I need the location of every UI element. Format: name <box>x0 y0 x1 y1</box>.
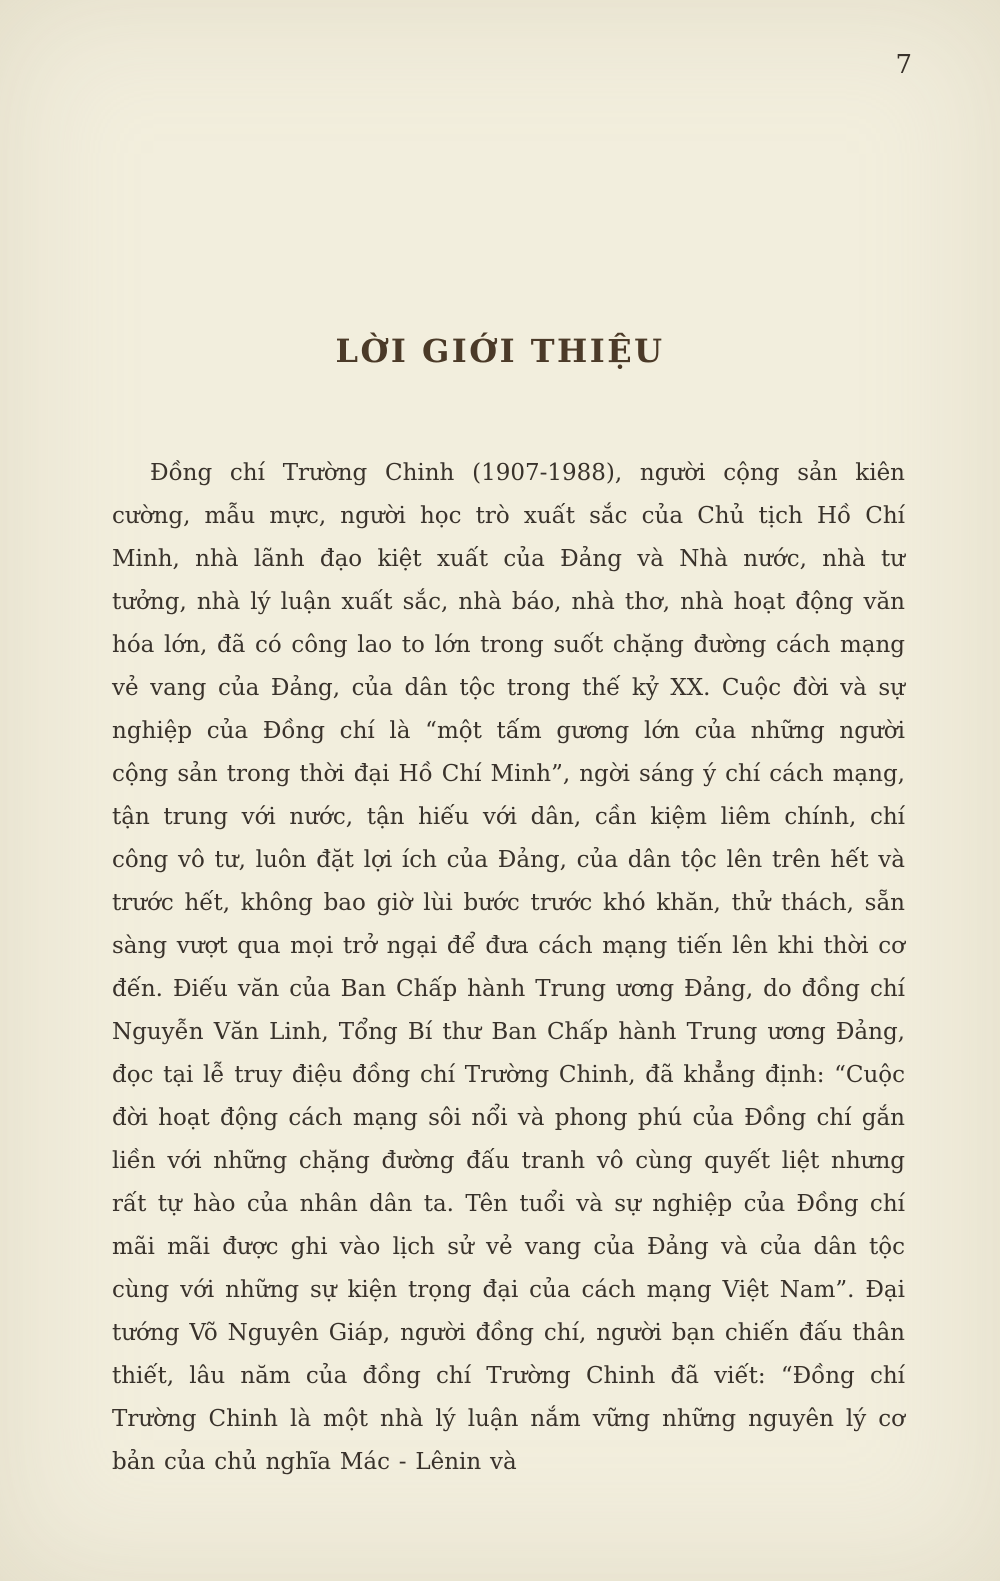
chapter-title: LỜI GIỚI THIỆU <box>335 332 665 370</box>
page-number: 7 <box>895 50 912 80</box>
body-paragraph: Đồng chí Trường Chinh (1907-1988), người cộng sản kiên cường, mẫu mực, người học trò xuất sắc của Chủ tịch Hồ Chí Minh, nhà lãnh đạo kiệt xuất của Đảng và Nhà nước, nhà tư tưởng, nhà lý luận xuất sắc, nhà báo, nhà thơ, nhà hoạt động văn hóa lớn, đã có công lao to lớn trong suốt chặng đường cách mạng vẻ vang của Đảng, của dân tộc trong thế kỷ XX. Cuộc đời và sự nghiệp của Đồng chí là “một tấm gương lớn của những người cộng sản trong thời đại Hồ Chí Minh”, ngời sáng ý chí cách mạng, tận trung với nước, tận hiếu với dân, cần kiệm liêm chính, chí công vô tư, luôn đặt lợi ích của Đảng, của dân tộc lên trên hết và trước hết, không bao giờ lùi bước trước khó khăn, thử thách, sẵn sàng vượt qua mọi trở ngại để đưa cách mạng tiến lên khi thời cơ đến. Điếu văn của Ban Chấp hành Trung ương Đảng, do đồng chí Nguyễn Văn Linh, Tổng Bí thư Ban Chấp hành Trung ương Đảng, đọc tại lễ truy điệu đồng chí Trường Chinh, đã khẳng định: “Cuộc đời hoạt động cách mạng sôi nổi và phong phú của Đồng chí gắn liền với những chặng đường đấu tranh vô cùng quyết liệt nhưng rất tự hào của nhân dân ta. Tên tuổi và sự nghiệp của Đồng chí mãi mãi được ghi vào lịch sử vẻ vang của Đảng và của dân tộc cùng với những sự kiện trọng đại của cách mạng Việt Nam”. Đại tướng Võ Nguyên Giáp, người đồng chí, người bạn chiến đấu thân thiết, lâu năm của đồng chí Trường Chinh đã viết: “Đồng chí Trường Chinh là một nhà lý luận nắm vững những nguyên lý cơ bản của chủ nghĩa Mác - Lênin và <box>112 460 905 1475</box>
